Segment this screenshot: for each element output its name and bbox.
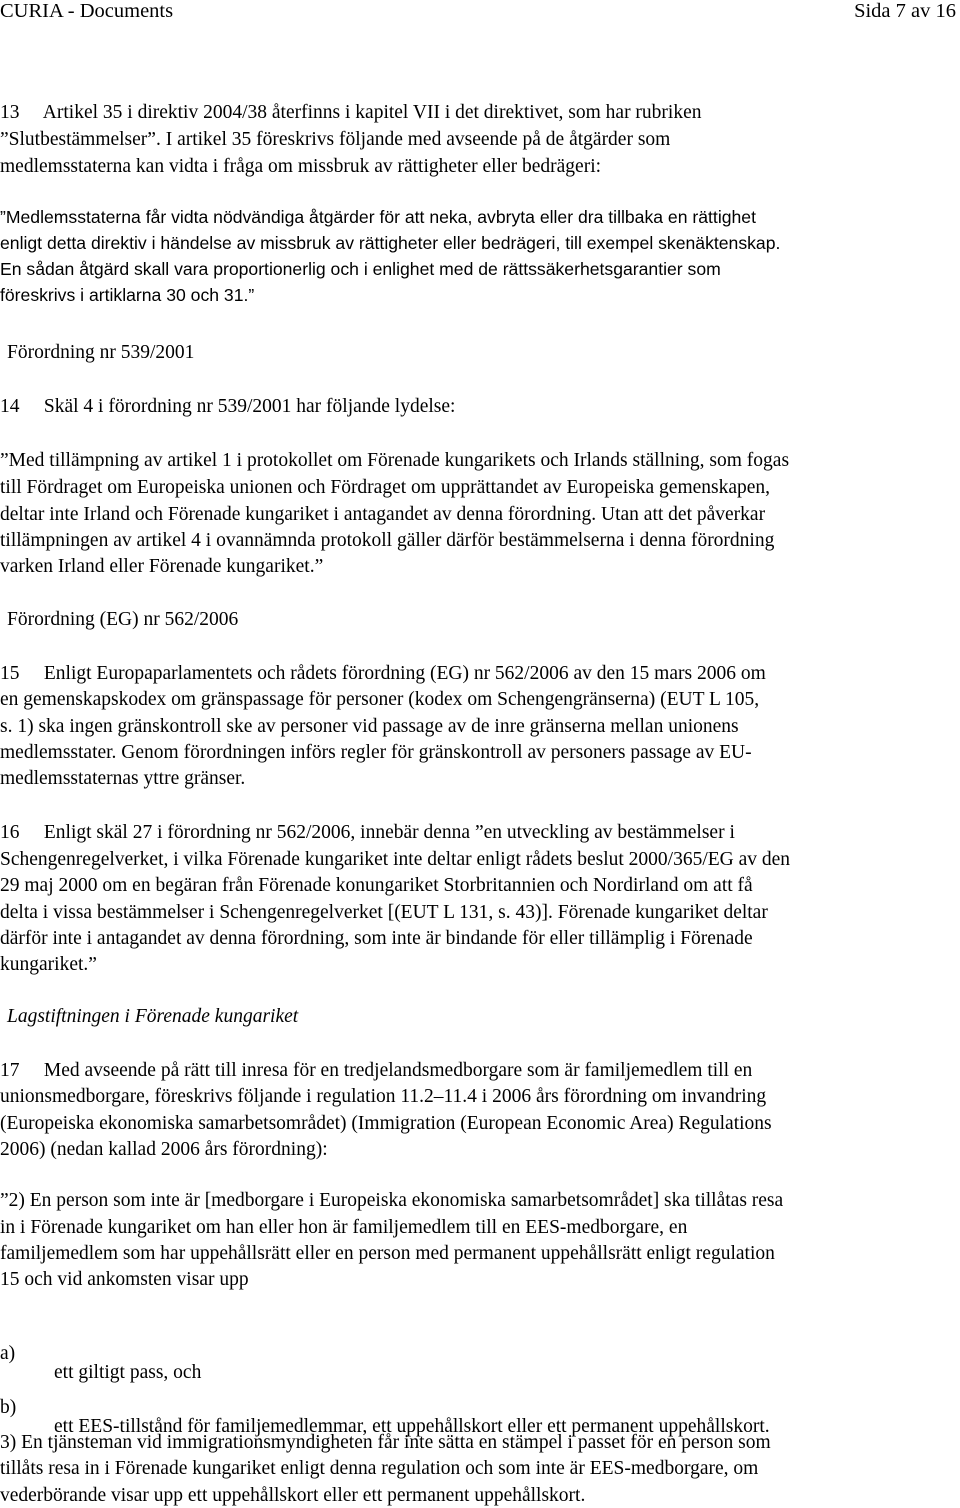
paragraph-13-line: 13 Artikel 35 i direktiv 2004/38 återfinns i kapitel VII i det direktivet, som har rubriken: [0, 102, 702, 123]
list-item-b: [0, 1378, 960, 1437]
paragraph-15-line: medlemsstaternas yttre gränser.: [0, 768, 246, 789]
quote-regulation-line: ”2) En person som inte är [medborgare i Europeiska ekonomiska samarbetsområdet] ska tillåtas resa: [0, 1190, 784, 1211]
quote-regulation-line: 3) En tjänsteman vid immigrationsmyndigheten får inte sätta en stämpel i passet för en person som: [0, 1432, 771, 1453]
list-text: ett EES-tillstånd för familjemedlemmar, ett uppehållskort eller ett permanent uppehållskort.: [54, 1416, 770, 1437]
quote-recital-4-line: till Fördraget om Europeiska unionen och Fördraget om upprättandet av Europeiska gemenskapen,: [0, 477, 771, 498]
paragraph-13-line: ”Slutbestämmelser”. I artikel 35 föreskrivs följande med avseende på de åtgärder som: [0, 129, 671, 150]
paragraph-14-line: 14 Skäl 4 i förordning nr 539/2001 har följande lydelse:: [0, 396, 456, 417]
page-indicator: Sida 7 av 16: [854, 0, 956, 22]
quote-article-35-line: föreskrivs i artiklarna 30 och 31.”: [0, 285, 255, 305]
quote-regulation-line: vederbörande visar upp ett uppehållskort eller ett permanent uppehållskort.: [0, 1485, 586, 1506]
section-heading-italic: Lagstiftningen i Förenade kungariket: [7, 1006, 299, 1027]
list-item-a: [0, 1324, 960, 1383]
paragraph-15-line: medlemsstater. Genom förordningen införs regler för gränskontroll av personers passage av EU-: [0, 742, 752, 763]
section-heading: Förordning nr 539/2001: [7, 342, 195, 363]
paragraph-16-line: delta i vissa bestämmelser i Schengenregelverket [(EUT L 131, s. 43)]. Förenade kungariket deltar: [0, 902, 768, 923]
list-label: a): [0, 1342, 16, 1364]
paragraph-13-line: medlemsstaterna kan vidta i fråga om missbruk av rättigheter eller bedrägeri:: [0, 156, 602, 177]
paragraph-15-line: s. 1) ska ingen gränskontroll ske av personer vid passage av de inre gränserna mellan unionens: [0, 716, 739, 737]
quote-regulation-line: in i Förenade kungariket om han eller hon är familjemedlem till en EES-medborgare, en: [0, 1217, 688, 1238]
quote-recital-4-line: ”Med tillämpning av artikel 1 i protokollet om Förenade kungarikets och Irlands ställning, som fogas: [0, 450, 790, 471]
paragraph-16-line: Schengenregelverket, i vilka Förenade kungariket inte deltar enligt rådets beslut 2000/365/EG av den: [0, 849, 791, 870]
quote-article-35-line: En sådan åtgärd skall vara proportionerlig och i enlighet med de rättssäkerhetsgarantier som: [0, 259, 721, 279]
paragraph-17-line: unionsmedborgare, föreskrivs följande i regulation 11.2–11.4 i 2006 års förordning om invandring: [0, 1086, 767, 1107]
paragraph-15-line: 15 Enligt Europaparlamentets och rådets förordning (EG) nr 562/2006 av den 15 mars 2006 om: [0, 663, 766, 684]
quote-article-35-line: ”Medlemsstaterna får vidta nödvändiga åtgärder för att neka, avbryta eller dra tillbaka en rättighet: [0, 207, 756, 227]
quote-regulation-line: tillåts resa in i Förenade kungariket enligt denna regulation och som inte är EES-medborgare, om: [0, 1458, 759, 1479]
document-title: CURIA - Documents: [0, 0, 174, 22]
quote-regulation-line: 15 och vid ankomsten visar upp: [0, 1269, 249, 1290]
paragraph-16-line: därför inte i antagandet av denna förordning, som inte är bindande för eller tillämplig i Förenade: [0, 928, 753, 949]
paragraph-17-line: (Europeiska ekonomiska samarbetsområdet) (Immigration (European Economic Area) Regulations: [0, 1113, 772, 1134]
list-label: b): [0, 1396, 17, 1418]
quote-article-35-line: enligt detta direktiv i händelse av missbruk av rättigheter eller bedrägeri, till exempel skenäktenskap.: [0, 233, 781, 253]
paragraph-17-line: 17 Med avseende på rätt till inresa för en tredjelandsmedborgare som är familjemedlem till en: [0, 1060, 753, 1081]
paragraph-17-line: 2006) (nedan kallad 2006 års förordning):: [0, 1139, 328, 1160]
quote-recital-4-line: deltar inte Irland och Förenade kungariket i antagandet av denna förordning. Utan att det påverkar: [0, 504, 766, 525]
paragraph-15-line: en gemenskapskodex om gränspassage för personer (kodex om Schengengränserna) (EUT L 105,: [0, 689, 760, 710]
quote-recital-4-line: varken Irland eller Förenade kungariket.”: [0, 556, 324, 577]
quote-recital-4-line: tillämpningen av artikel 4 i ovannämnda protokoll gäller därför bestämmelserna i denna förordning: [0, 530, 775, 551]
list-text: ett giltigt pass, och: [54, 1362, 202, 1383]
paragraph-16-line: kungariket.”: [0, 954, 97, 975]
section-heading: Förordning (EG) nr 562/2006: [7, 609, 239, 630]
quote-regulation-line: familjemedlem som har uppehållsrätt eller en person med permanent uppehållsrätt enligt regulation: [0, 1243, 775, 1264]
paragraph-16-line: 29 maj 2000 om en begäran från Förenade konungariket Storbritannien och Nordirland om att få: [0, 875, 753, 896]
paragraph-16-line: 16 Enligt skäl 27 i förordning nr 562/2006, innebär denna ”en utveckling av bestämmelser i: [0, 822, 735, 843]
